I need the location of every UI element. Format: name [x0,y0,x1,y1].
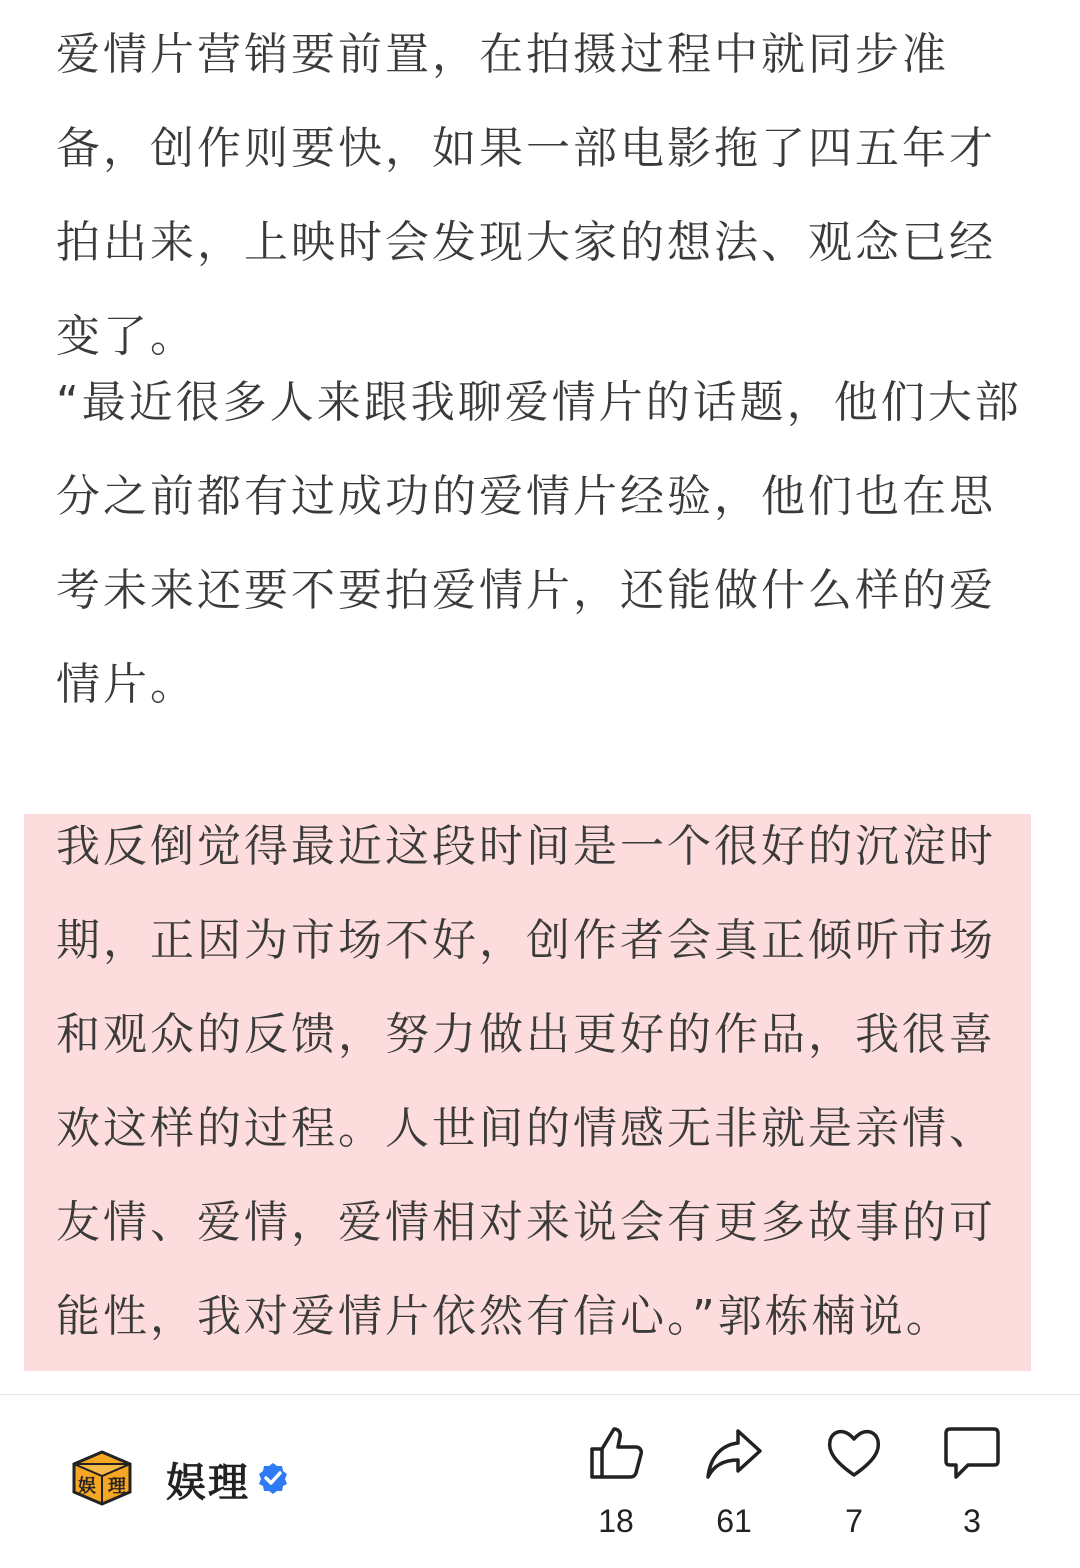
svg-text:娱: 娱 [78,1476,96,1497]
like-button[interactable] [566,1423,666,1540]
comment-count: 3 [963,1503,981,1539]
thumbs-up-icon [586,1423,646,1483]
highlighted-quote-paragraph: 我反倒觉得最近这段时间是一个很好的沉淀时期，正因为市场不好，创作者会真正倾听市场和观众的反馈，努力做出更好的作品，我很喜欢这样的过程。人世间的情感无非就是亲情、友情、爱情，爱情相对来说会有更多故事的可能性，我对爱情片依然有信心。”郭栋楠说。 [56,821,996,1342]
comment-bubble-icon [942,1423,1002,1483]
share-count: 61 [716,1503,752,1539]
article-paragraph: 爱情片营销要前置，在拍摄过程中就同步准备，创作则要快，如果一部电影拖了四五年才拍出来，上映时会发现大家的想法、观念已经变了。 [56,29,996,362]
heart-icon [824,1423,884,1483]
author-avatar[interactable] [70,1446,134,1510]
favorite-count: 7 [845,1503,863,1539]
share-button[interactable] [684,1423,784,1540]
article-paragraph: “最近很多人来跟我聊爱情片的话题，他们大部分之前都有过成功的爱情片经验，他们也在思考未来还要不要拍爱情片，还能做什么样的爱情片。 [56,377,1022,710]
comment-button[interactable] [922,1423,1022,1540]
bottom-action-bar [0,1395,1080,1568]
author-logo-icon [70,1446,134,1510]
like-count: 18 [598,1503,634,1539]
verified-badge-icon [256,1461,290,1495]
share-arrow-icon [704,1423,764,1483]
favorite-button[interactable] [804,1423,904,1540]
svg-text:理: 理 [108,1476,126,1497]
author-name[interactable]: 娱理 [166,1460,250,1506]
